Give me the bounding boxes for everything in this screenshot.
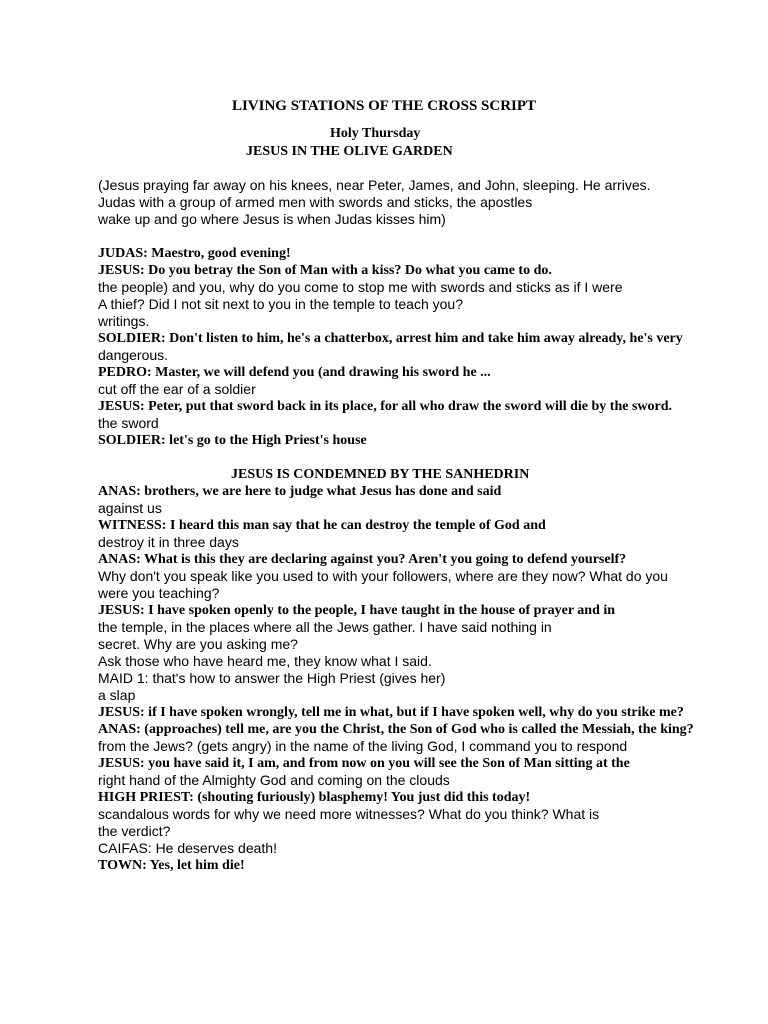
script-line: dangerous. [98, 347, 169, 363]
script-line: PEDRO: Master, we will defend you (and drawing his sword he ... [98, 365, 491, 380]
script-line: ANAS: What is this they are declaring against you? Aren't you going to defend yourself? [98, 552, 627, 567]
script-line: ANAS: brothers, we are here to judge what Jesus has done and said [98, 484, 502, 499]
script-line: from the Jews? (gets angry) in the name of the living God, I command you to respond [98, 738, 628, 754]
script-line: writings. [98, 313, 150, 329]
script-line: HIGH PRIEST: (shouting furiously) blasphemy! You just did this today! [98, 790, 531, 805]
scene-heading-sanhedrin: JESUS IS CONDEMNED BY THE SANHEDRIN [231, 467, 530, 482]
document-title: LIVING STATIONS OF THE CROSS SCRIPT [231, 98, 537, 114]
script-line: cut off the ear of a soldier [98, 381, 256, 397]
script-line: against us [98, 500, 162, 516]
script-line: a slap [98, 687, 136, 703]
script-line: SOLDIER: let's go to the High Priest's house [98, 433, 367, 448]
script-line: ANAS: (approaches) tell me, are you the Christ, the Son of God who is called the Messiah, the king? [98, 722, 694, 737]
script-line: SOLDIER: Don't listen to him, he's a chatterbox, arrest him and take him away already, he's very [98, 331, 683, 346]
script-line: Why don't you speak like you used to with your followers, where are they now? What do you [98, 568, 668, 584]
script-line: JESUS: if I have spoken wrongly, tell me in what, but if I have spoken well, why do you strike me? [98, 705, 684, 720]
script-line: (Jesus praying far away on his knees, near Peter, James, and John, sleeping. He arrives. [98, 177, 651, 193]
script-line: CAIFAS: He deserves death! [98, 840, 277, 856]
script-line: TOWN: Yes, let him die! [98, 858, 245, 873]
script-line: the temple, in the places where all the Jews gather. I have said nothing in [98, 619, 552, 635]
script-line: JESUS: Do you betray the Son of Man with a kiss? Do what you came to do. [98, 263, 552, 278]
script-line: the verdict? [98, 823, 171, 839]
script-line: Ask those who have heard me, they know what I said. [98, 653, 432, 669]
script-line: JESUS: I have spoken openly to the people, I have taught in the house of prayer and in [98, 603, 616, 618]
script-line: JUDAS: Maestro, good evening! [98, 246, 291, 261]
script-line: wake up and go where Jesus is when Judas kisses him) [98, 211, 446, 227]
script-line: A thief? Did I not sit next to you in the temple to teach you? [98, 296, 463, 312]
document-subtitle: Holy Thursday [330, 126, 421, 141]
script-line: destroy it in three days [98, 534, 239, 550]
script-line: right hand of the Almighty God and coming on the clouds [98, 772, 450, 788]
script-line: MAID 1: that's how to answer the High Priest (gives her) [98, 670, 446, 686]
script-line: JESUS: Peter, put that sword back in its place, for all who draw the sword will die by the sword. [98, 399, 673, 414]
script-line: JESUS: you have said it, I am, and from now on you will see the Son of Man sitting at the [98, 756, 630, 771]
script-line: WITNESS: I heard this man say that he can destroy the temple of God and [98, 518, 546, 533]
script-line: secret. Why are you asking me? [98, 636, 298, 652]
script-line: scandalous words for why we need more witnesses? What do you think? What is [98, 806, 600, 822]
script-line: Judas with a group of armed men with swords and sticks, the apostles [98, 194, 533, 210]
script-line: the sword [98, 415, 159, 431]
script-line: were you teaching? [98, 585, 220, 601]
script-line: the people) and you, why do you come to stop me with swords and sticks as if I were [98, 279, 623, 295]
scene-heading-olive-garden: JESUS IN THE OLIVE GARDEN [246, 144, 453, 159]
